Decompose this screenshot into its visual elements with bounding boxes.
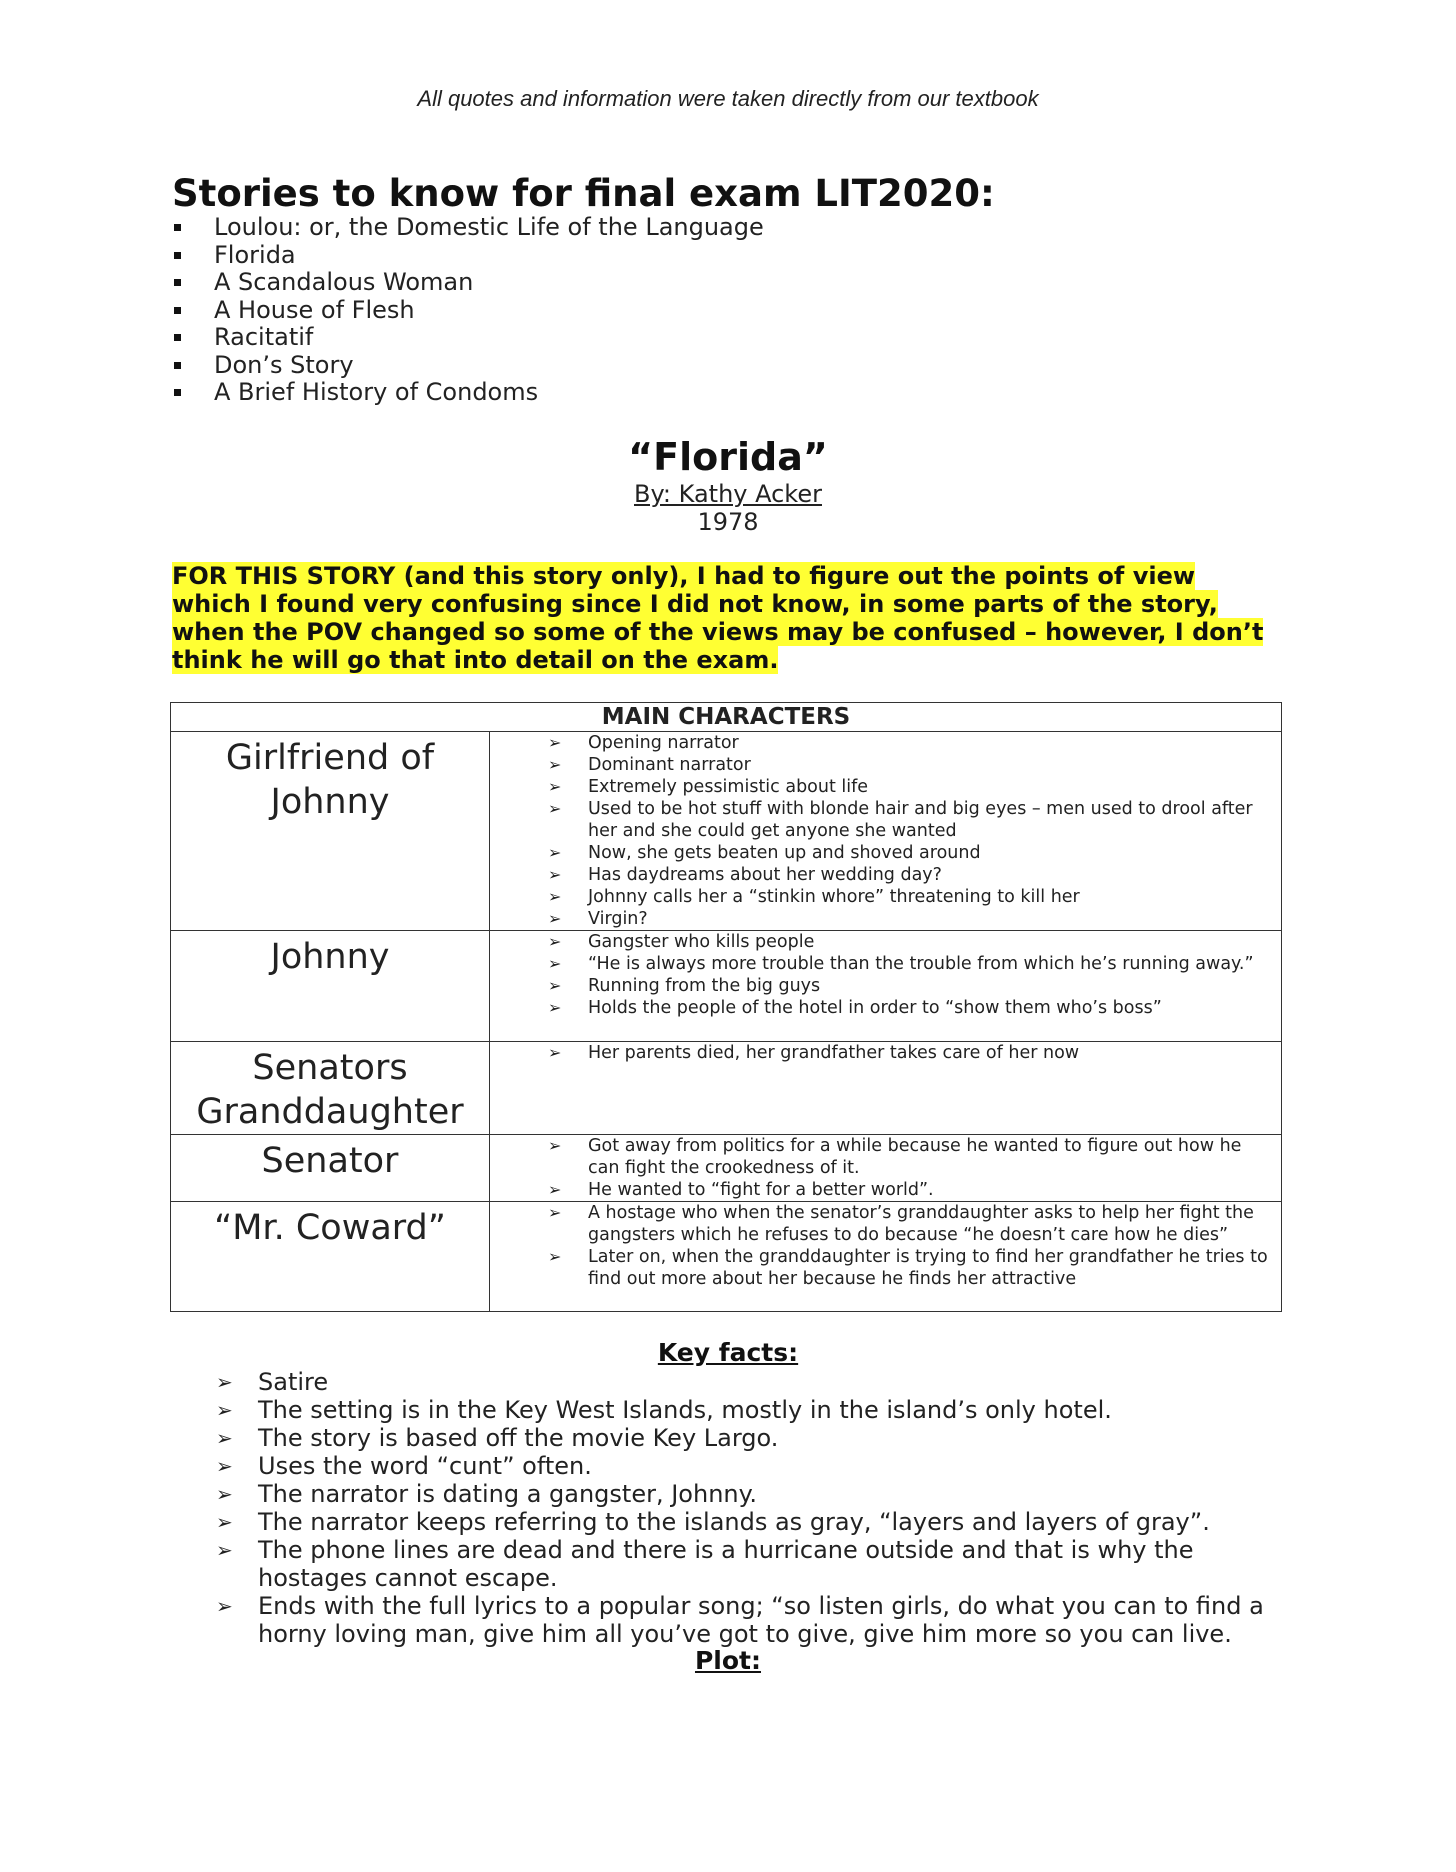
arrow-bullet-icon: ➢ [548,1136,562,1155]
character-name: “Mr. Coward” [171,1202,490,1312]
list-item: ➢ Virgin? [548,909,648,929]
list-item: ➢ Uses the word “cunt” often. [216,1452,592,1480]
table-header: MAIN CHARACTERS [171,703,1282,732]
story-author: By: Kathy Acker [634,480,822,508]
main-characters-table [170,702,1282,1312]
list-item: ➢ Ends with the full lyrics to a popular song; “so listen girls, do what you can to find a horny loving man, give him all you’ve got to give, give him more so you can live. [216,1592,1264,1648]
list-item: A Scandalous Woman [172,269,764,297]
list-item: ➢ Used to be hot stuff with blonde hair and big eyes – men used to drool after her and she could get anyone she wanted [548,799,1253,841]
highlighted-note: FOR THIS STORY (and this story only), I had to figure out the points of view which I found very confusing since I did not know, in some parts of the story, when the POV changed so some of the views may be confused – however, I don’t think he will go that into detail on the exam. [172,562,1264,674]
square-bullet-icon [174,307,181,314]
character-name: Senator [171,1135,490,1202]
arrow-bullet-icon: ➢ [548,799,562,818]
list-item: ➢ Johnny calls her a “stinkin whore” threatening to kill her [548,887,1080,907]
list-item: ➢ Now, she gets beaten up and shoved around [548,843,981,863]
arrow-bullet-icon: ➢ [216,1370,233,1394]
arrow-bullet-icon: ➢ [216,1510,233,1534]
arrow-bullet-icon: ➢ [216,1594,233,1618]
arrow-bullet-icon: ➢ [548,954,562,973]
arrow-bullet-icon: ➢ [548,1043,562,1062]
arrow-bullet-icon: ➢ [548,1180,562,1199]
character-facts [490,732,1282,931]
list-item: ➢ Satire [216,1368,329,1396]
list-item: Florida [172,242,764,270]
key-facts-heading: Key facts: [657,1338,799,1367]
table-row [171,732,1282,931]
header-note: All quotes and information were taken directly from our textbook [417,86,1039,111]
arrow-bullet-icon: ➢ [548,1247,562,1266]
arrow-bullet-icon: ➢ [548,932,562,951]
list-item: Loulou: or, the Domestic Life of the Language [172,214,764,242]
arrow-bullet-icon: ➢ [548,777,562,796]
story-year: 1978 [697,508,759,536]
story-title: “Florida” [628,435,828,479]
list-item: ➢ “He is always more trouble than the trouble from which he’s running away.” [548,954,1254,974]
table-row [171,931,1282,1042]
arrow-bullet-icon: ➢ [548,755,562,774]
arrow-bullet-icon: ➢ [216,1426,233,1450]
list-item: A House of Flesh [172,297,764,325]
arrow-bullet-icon: ➢ [216,1398,233,1422]
character-facts [490,1042,1282,1135]
table-row [171,1135,1282,1202]
list-item: ➢ Dominant narrator [548,755,751,775]
list-item: ➢ Her parents died, her grandfather takes care of her now [548,1043,1080,1063]
page-title: Stories to know for final exam LIT2020: [172,172,995,215]
arrow-bullet-icon: ➢ [548,887,562,906]
key-facts-list [214,1368,1274,1648]
list-item: ➢ The setting is in the Key West Islands, mostly in the island’s only hotel. [216,1396,1112,1424]
character-name: Johnny [171,931,490,1042]
list-item: ➢ The narrator is dating a gangster, Johnny. [216,1480,758,1508]
character-name: Senators Granddaughter [171,1042,490,1135]
table-header-row [171,703,1282,732]
list-item: ➢ Gangster who kills people [548,932,815,952]
list-item: ➢ He wanted to “fight for a better world”. [548,1180,934,1200]
arrow-bullet-icon: ➢ [548,865,562,884]
square-bullet-icon [174,252,181,259]
arrow-bullet-icon: ➢ [216,1538,233,1562]
arrow-bullet-icon: ➢ [548,1203,562,1222]
list-item: ➢ The narrator keeps referring to the islands as gray, “layers and layers of gray”. [216,1508,1210,1536]
list-item: ➢ The phone lines are dead and there is a hurricane outside and that is why the hostages cannot escape. [216,1536,1194,1592]
list-item: A Brief History of Condoms [172,379,764,407]
square-bullet-icon [174,362,181,369]
table-row [171,1202,1282,1312]
arrow-bullet-icon: ➢ [216,1454,233,1478]
arrow-bullet-icon: ➢ [548,909,562,928]
arrow-bullet-icon: ➢ [548,998,562,1017]
square-bullet-icon [174,279,181,286]
square-bullet-icon [174,224,181,231]
arrow-bullet-icon: ➢ [548,843,562,862]
table-row [171,1042,1282,1135]
plot-heading: Plot: [694,1646,761,1675]
arrow-bullet-icon: ➢ [216,1482,233,1506]
list-item: ➢ Opening narrator [548,733,739,753]
character-facts [490,1202,1282,1312]
list-item: ➢ The story is based off the movie Key Largo. [216,1424,779,1452]
arrow-bullet-icon: ➢ [548,976,562,995]
list-item: ➢ Extremely pessimistic about life [548,777,869,797]
character-facts [490,931,1282,1042]
list-item: ➢ Later on, when the granddaughter is trying to find her grandfather he tries to find out more about her because he finds her attractive [548,1247,1268,1289]
list-item: ➢ Has daydreams about her wedding day? [548,865,942,885]
list-item: ➢ Holds the people of the hotel in order to “show them who’s boss” [548,998,1162,1018]
square-bullet-icon [174,334,181,341]
arrow-bullet-icon: ➢ [548,733,562,752]
list-item: ➢ Got away from politics for a while because he wanted to figure out how he can fight the crookedness of it. [548,1136,1242,1178]
stories-list [172,214,764,407]
list-item: ➢ A hostage who when the senator’s granddaughter asks to help her fight the gangsters which he refuses to do because “he doesn’t care how he dies” [548,1203,1254,1245]
character-name: Girlfriend of Johnny [171,732,490,931]
list-item: Don’s Story [172,352,764,380]
character-facts [490,1135,1282,1202]
square-bullet-icon [174,389,181,396]
list-item: Racitatif [172,324,764,352]
list-item: ➢ Running from the big guys [548,976,821,996]
